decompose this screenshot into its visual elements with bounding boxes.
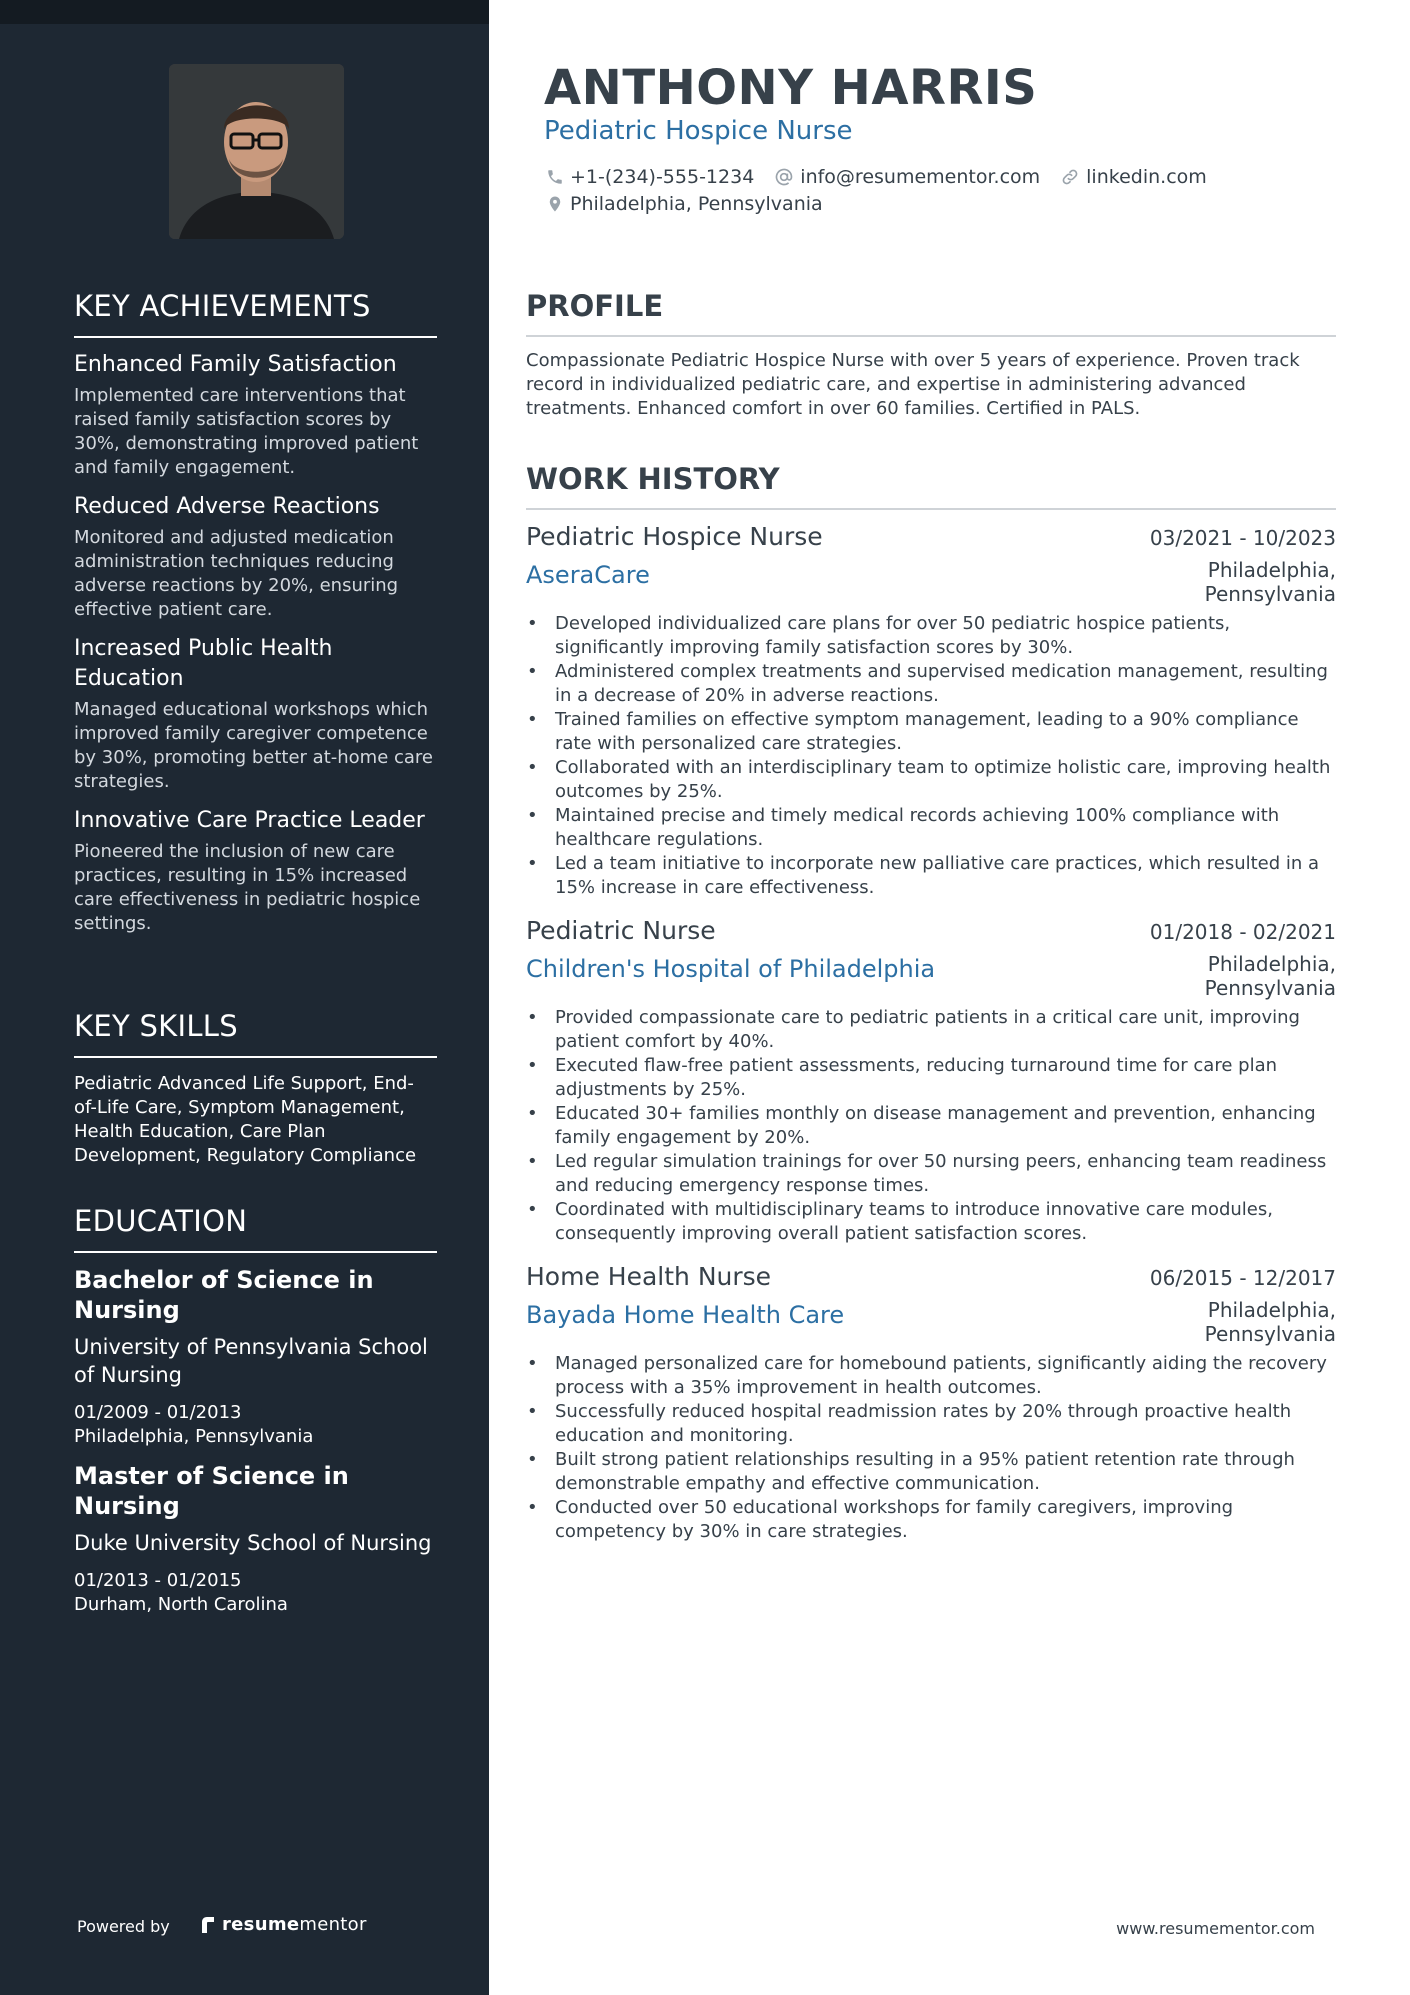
achievement-description: Pioneered the inclusion of new care practices, resulting in 15% increased care effectiveness in pediatric hospice settings. [74,841,421,934]
linkedin-contact[interactable] [1060,166,1207,188]
achievement-item [74,492,437,622]
achievement-item [74,350,437,480]
job-company: AseraCare [526,561,650,589]
location-pin-icon [546,194,564,214]
education-item [74,1265,437,1449]
job-location [1205,1298,1336,1346]
list-item: • Conducted over 50 educational workshops for family caregivers, improving competency by 30% in care strategies. [526,1496,1336,1544]
achievement-item [74,634,437,794]
job-entry [526,520,1336,900]
achievement-item [74,806,437,936]
candidate-title: Pediatric Hospice Nurse [544,116,853,146]
skills-list: Pediatric Advanced Life Support, End-of-Life Care, Symptom Management, Health Education, Care Plan Development, Regulatory Compliance [74,1073,417,1166]
phone-icon [546,168,564,186]
at-icon [774,167,794,187]
job-location [1205,558,1336,606]
job-location [1205,952,1336,1000]
location-contact [546,193,823,215]
work-history-heading: WORK HISTORY [526,462,1336,510]
profile-photo [169,64,344,239]
education-school: Duke University School of Nursing [74,1531,432,1555]
achievement-description: Monitored and adjusted medication administration techniques reducing adverse reactions by 20%, ensuring effective patient care. [74,527,399,620]
list-item: • Provided compassionate care to pediatric patients in a critical care unit, improving patient comfort by 40%. [526,1006,1336,1054]
education-dates: 01/2009 - 01/2013 [74,1402,242,1423]
brand-logo[interactable] [200,1914,367,1935]
email-contact[interactable] [774,166,1040,188]
education-degree: Master of Science in Nursing [74,1462,349,1520]
job-role: Pediatric Hospice Nurse [526,522,823,551]
list-item: • Coordinated with multidisciplinary teams to introduce innovative care modules, consequently improving overall patient satisfaction scores. [526,1198,1336,1246]
list-item: • Executed flaw-free patient assessments, reducing turnaround time for care plan adjustments by 25%. [526,1054,1336,1102]
brand-name-bold: resume [222,1914,300,1935]
education-item [74,1461,437,1617]
job-entry [526,1260,1336,1544]
list-item: • Trained families on effective symptom management, leading to a 90% compliance rate with personalized care strategies. [526,708,1336,756]
job-role: Pediatric Nurse [526,916,716,945]
linkedin-text: linkedin.com [1086,165,1207,188]
achievement-title: Reduced Adverse Reactions [74,494,380,519]
job-role: Home Health Nurse [526,1262,772,1291]
skills-section [74,1009,437,1168]
list-item: • Successfully reduced hospital readmission rates by 20% through proactive health education and monitoring. [526,1400,1336,1448]
work-history-section [526,462,1336,1544]
footer-website-link[interactable]: www.resumementor.com [1116,1919,1315,1938]
profile-summary: Compassionate Pediatric Hospice Nurse with over 5 years of experience. Proven track record in individualized pediatric care, and expertise in administering advanced treatments. Enhanced comfort in over 60 families. Certified in PALS. [526,350,1300,419]
education-dates: 01/2013 - 01/2015 [74,1570,242,1591]
education-heading: EDUCATION [74,1204,437,1253]
education-location: Philadelphia, Pennsylvania [74,1426,314,1447]
link-icon [1060,167,1080,187]
achievement-title: Increased Public Health Education [74,636,333,691]
sidebar-top-bar [0,0,489,24]
education-degree: Bachelor of Science in Nursing [74,1266,374,1324]
achievement-description: Implemented care interventions that raised family satisfaction scores by 30%, demonstrating improved patient and family engagement. [74,385,419,478]
education-school: University of Pennsylvania School of Nursing [74,1335,428,1387]
job-state: Pennsylvania [1204,1322,1336,1346]
job-state: Pennsylvania [1204,582,1336,606]
sidebar [0,0,489,1995]
brand-mark-icon [200,1916,216,1934]
main-content [489,0,1410,1995]
achievement-title: Innovative Care Practice Leader [74,808,425,833]
email-text: info@resumementor.com [800,165,1041,188]
job-dates: 06/2015 - 12/2017 [1149,1266,1336,1290]
job-dates: 03/2021 - 10/2023 [1149,526,1336,550]
profile-section [526,289,1336,421]
candidate-name: ANTHONY HARRIS [544,60,1038,116]
powered-by-label: Powered by [77,1917,170,1936]
list-item: • Led a team initiative to incorporate new palliative care practices, which resulted in a 15% increase in care effectiveness. [526,852,1336,900]
education-location: Durham, North Carolina [74,1594,288,1615]
list-item: • Developed individualized care plans for over 50 pediatric hospice patients, significantly improving family satisfaction scores by 30%. [526,612,1336,660]
phone-contact[interactable] [546,166,754,188]
list-item: • Managed personalized care for homebound patients, significantly aiding the recovery process with a 35% improvement in health outcomes. [526,1352,1336,1400]
achievement-title: Enhanced Family Satisfaction [74,352,397,377]
job-bullets [526,1352,1336,1544]
list-item: • Led regular simulation trainings for over 50 nursing peers, enhancing team readiness and reducing emergency response times. [526,1150,1336,1198]
list-item: • Collaborated with an interdisciplinary team to optimize holistic care, improving health outcomes by 25%. [526,756,1336,804]
job-entry [526,914,1336,1246]
list-item: • Administered complex treatments and supervised medication management, resulting in a decrease of 20% in adverse reactions. [526,660,1336,708]
job-city: Philadelphia, [1207,558,1336,582]
job-company: Children's Hospital of Philadelphia [526,955,936,983]
achievements-section [74,289,437,936]
brand-name-light: mentor [299,1914,367,1935]
job-dates: 01/2018 - 02/2021 [1149,920,1336,944]
list-item: • Educated 30+ families monthly on disease management and prevention, enhancing family engagement by 20%. [526,1102,1336,1150]
achievements-heading: KEY ACHIEVEMENTS [74,289,437,338]
achievement-description: Managed educational workshops which improved family caregiver competence by 30%, promoting better at-home care strategies. [74,699,434,792]
list-item: • Maintained precise and timely medical records achieving 100% compliance with healthcare regulations. [526,804,1336,852]
job-company: Bayada Home Health Care [526,1301,845,1329]
job-city: Philadelphia, [1207,952,1336,976]
job-bullets [526,1006,1336,1246]
list-item: • Built strong patient relationships resulting in a 95% patient retention rate through demonstrable empathy and effective communication. [526,1448,1336,1496]
job-state: Pennsylvania [1204,976,1336,1000]
location-text: Philadelphia, Pennsylvania [570,192,823,215]
phone-text: +1-(234)-555-1234 [570,165,755,188]
skills-heading: KEY SKILLS [74,1009,437,1058]
job-city: Philadelphia, [1207,1298,1336,1322]
contact-info [546,163,1227,217]
job-bullets [526,612,1336,900]
profile-heading: PROFILE [526,289,1336,337]
education-section [74,1204,437,1617]
